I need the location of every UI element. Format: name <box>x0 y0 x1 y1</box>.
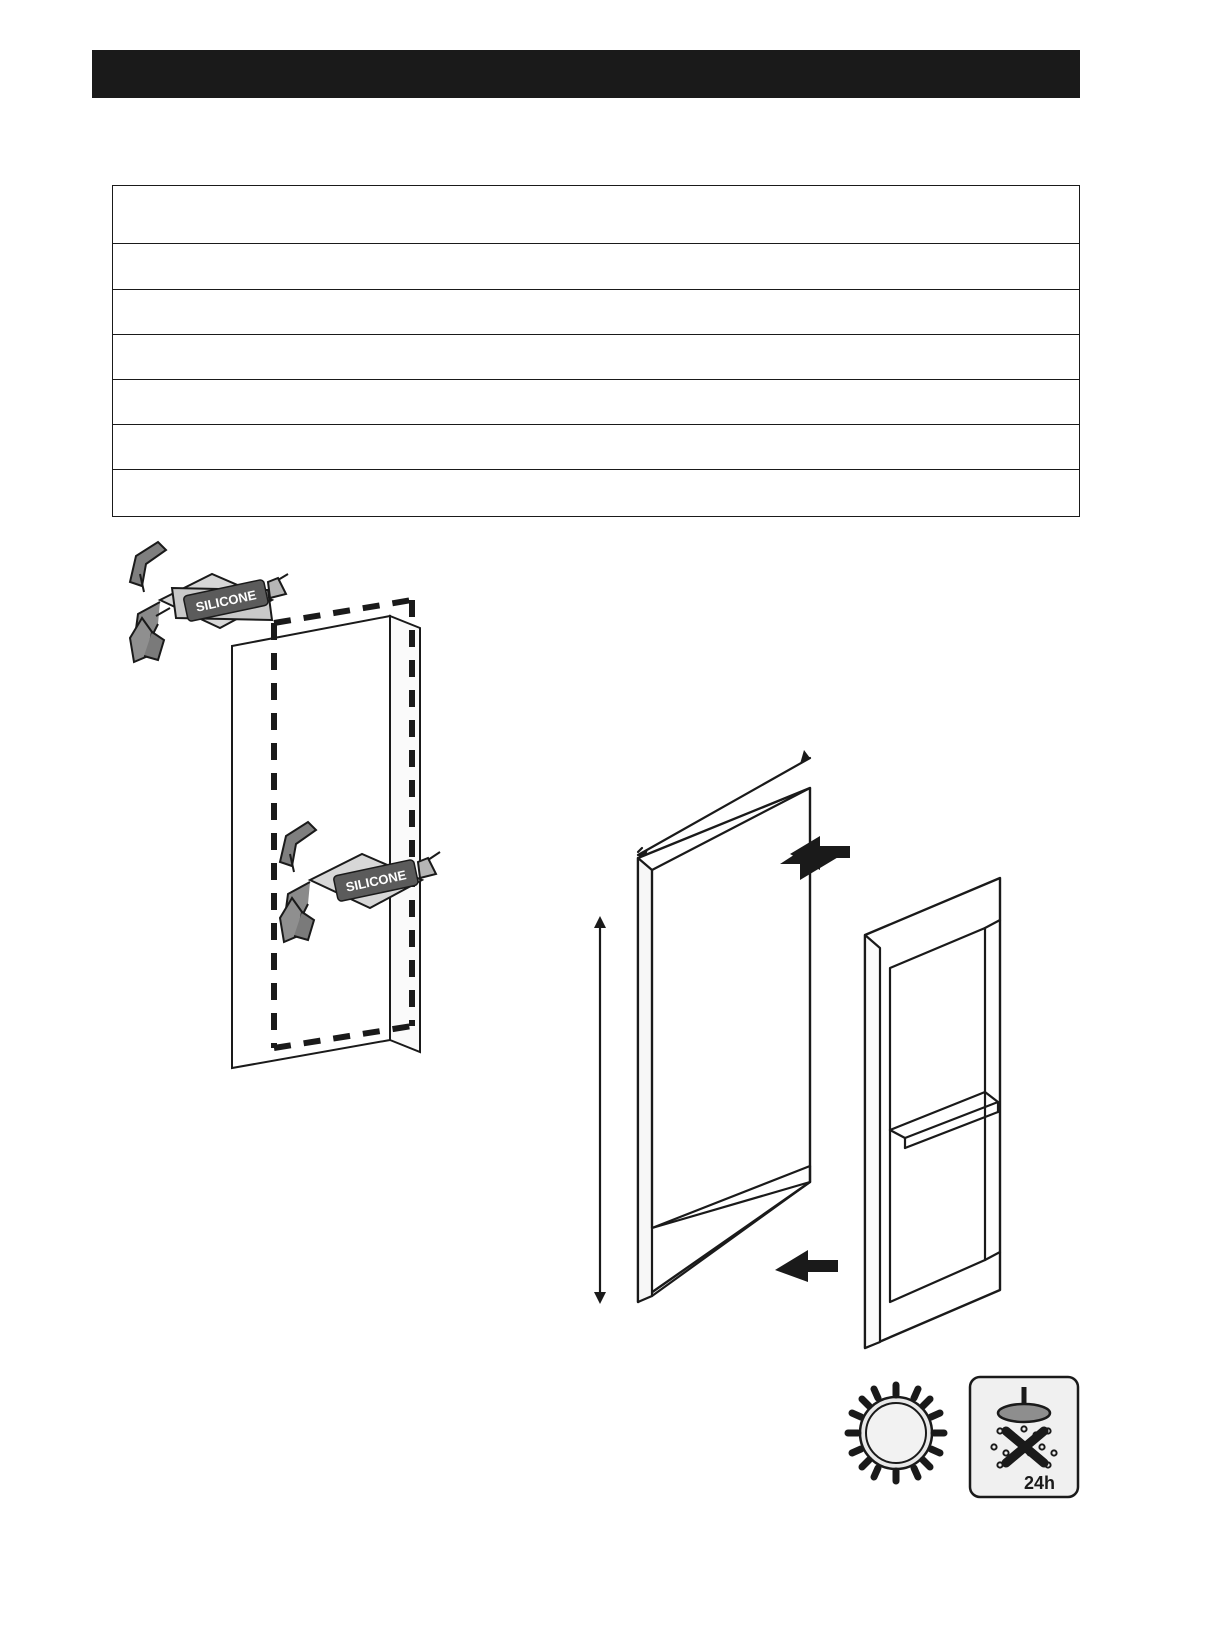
footer-divider <box>92 1600 1080 1601</box>
svg-text:SILICONE: SILICONE <box>194 587 258 615</box>
niche-insertion-figure <box>560 730 1160 1355</box>
cure-sun-icon <box>848 1385 944 1481</box>
table-row <box>113 380 1079 425</box>
silicone-application-figure <box>100 528 520 1093</box>
cure-time-icons <box>830 1355 1090 1520</box>
table-row <box>113 425 1079 470</box>
table-row <box>113 186 1079 244</box>
table-row <box>113 335 1079 380</box>
section-header-bar <box>92 50 1080 98</box>
table-row <box>113 244 1079 290</box>
table-row <box>113 470 1079 516</box>
table-row <box>113 290 1079 335</box>
instruction-table <box>112 185 1080 517</box>
no-shower-icon <box>970 1377 1078 1497</box>
no-shower-duration-label: 24h <box>1023 1473 1055 1493</box>
svg-text:SILICONE: SILICONE <box>344 867 408 895</box>
